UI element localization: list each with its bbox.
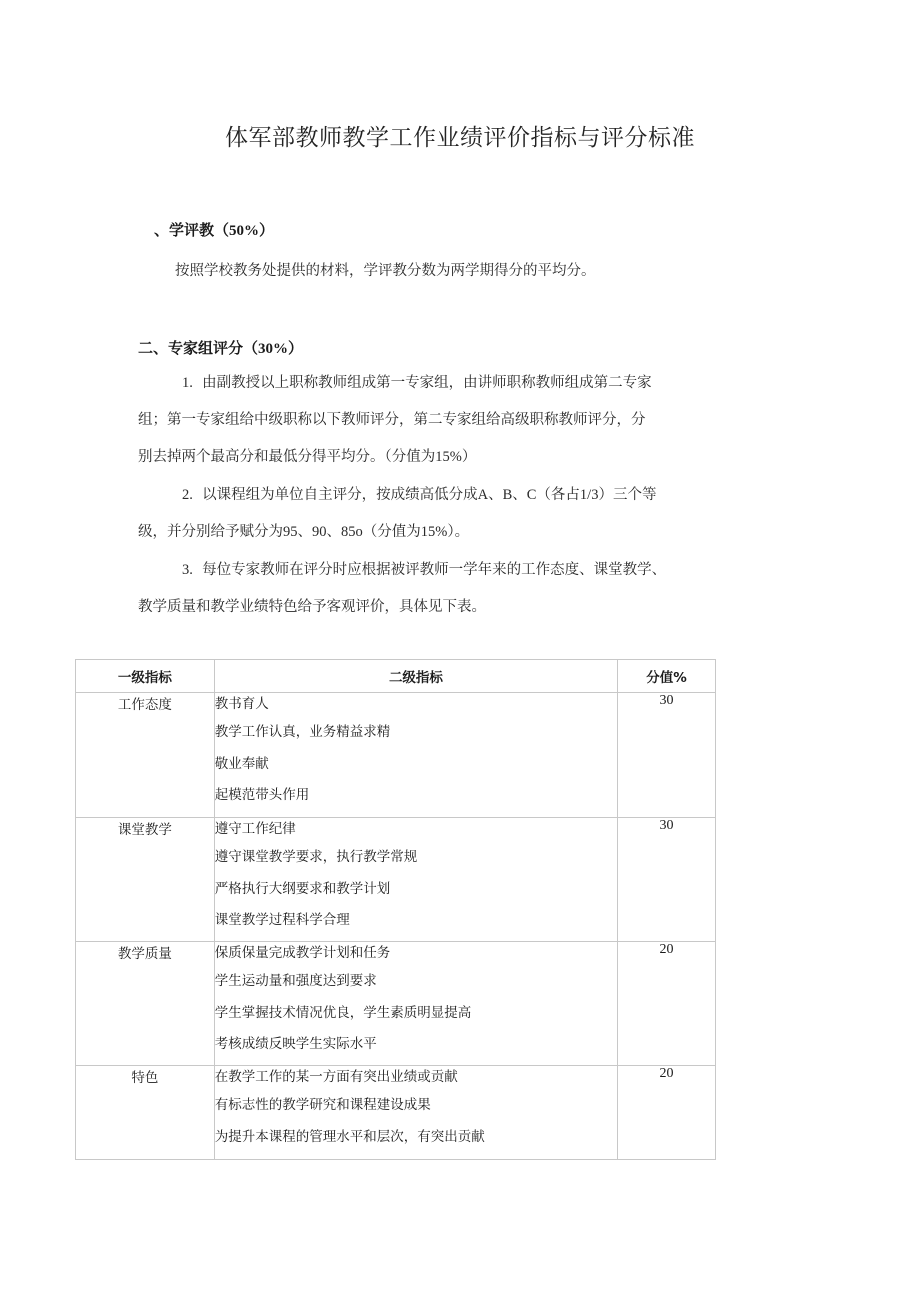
document-title: 体军部教师教学工作业绩评价指标与评分标准	[225, 125, 695, 151]
list-item: 学生掌握技术情况优良，学生素质明显提高	[214, 1004, 472, 1021]
table-row	[76, 1066, 716, 1160]
paragraph-line	[138, 552, 758, 589]
list-item: 起模范带头作用	[214, 787, 310, 803]
value: 15%	[420, 524, 448, 540]
list-item: 考核成绩反映学生实际水平	[214, 1036, 377, 1052]
table-row	[76, 693, 716, 818]
value: 1/3	[579, 487, 599, 503]
list-item: 有标志性的教学研究和课程建设成果	[214, 1097, 431, 1113]
value: 15%	[435, 449, 462, 465]
header-secondary-indicator: 二级指标	[214, 660, 617, 693]
list-item: 为提升本课程的管理水平和层次，有突出贡献	[214, 1128, 485, 1145]
paragraph-line	[138, 477, 748, 514]
list-item: 敬业奉献	[214, 755, 269, 772]
items-cell	[214, 693, 617, 818]
score-cell: 30	[618, 693, 716, 818]
list-item: 遵守工作纪律	[214, 821, 296, 837]
list-item: 保质保量完成教学计划和任务	[214, 945, 391, 961]
list-item: 在教学工作的某一方面有突出业绩或贡献	[214, 1069, 458, 1085]
list-item: 课堂教学过程科学合理	[214, 912, 350, 928]
text: 由副教授以上职称教师组成第一专家组，由讲师职称教师组成第二专家	[202, 375, 652, 391]
category-cell: 教学质量	[76, 942, 215, 1066]
items-cell	[214, 942, 617, 1066]
table-header-row	[76, 660, 716, 693]
section-heading-prefix: 二、专家组评分（	[138, 339, 259, 357]
list-item: 遵守课堂教学要求，执行教学常规	[214, 849, 418, 865]
text: 以课程组为单位自主评分，按成绩高低分成	[202, 487, 478, 503]
section-heading-suffix: ）	[288, 339, 304, 357]
paragraph-line	[138, 365, 748, 402]
score-cell: 20	[618, 1066, 716, 1160]
category-cell: 工作态度	[76, 693, 215, 818]
header-score: 分值%	[618, 660, 716, 693]
text: 别去掉两个最高分和最低分得平均分。（分值为	[138, 449, 436, 465]
section-heading-expert-panel	[138, 337, 303, 358]
paragraph-2	[138, 477, 748, 551]
section-heading-prefix: 、学评教（	[154, 221, 230, 239]
score-cell: 20	[618, 942, 716, 1066]
item-number: 3.	[182, 562, 193, 578]
items-cell	[214, 1066, 617, 1160]
header-primary-indicator: 一级指标	[76, 660, 215, 693]
category-cell: 课堂教学	[76, 818, 215, 942]
list-item: 教书育人	[214, 696, 269, 712]
section-weight: 30%	[258, 341, 289, 357]
item-number: 1.	[182, 375, 193, 391]
section-heading-suffix: ）	[259, 221, 275, 239]
text: （各占	[536, 487, 580, 503]
text: （分值为	[362, 524, 421, 540]
list-item: 教学工作认真，业务精益求精	[214, 724, 391, 740]
text: 级，并分别给予赋分为	[138, 524, 283, 540]
section-weight: 50%	[229, 223, 260, 239]
list-item: 严格执行大纲要求和教学计划	[214, 880, 391, 897]
text: ）三个等	[598, 487, 657, 503]
evaluation-table	[75, 659, 716, 1160]
paragraph-line: 教学质量和教学业绩特色给予客观评价，具体见下表。	[138, 599, 486, 615]
paragraph-1	[138, 365, 748, 476]
paragraph-line	[138, 439, 748, 476]
category-cell: 特色	[76, 1066, 215, 1160]
item-number: 2.	[182, 487, 193, 503]
value: A、B、C	[477, 487, 537, 503]
items-cell	[214, 818, 617, 942]
section-heading-student-evaluation	[154, 219, 274, 240]
table-row	[76, 818, 716, 942]
text: ）。	[447, 524, 470, 540]
text: ）	[461, 449, 477, 465]
table-row	[76, 942, 716, 1066]
score-cell: 30	[618, 818, 716, 942]
section-body-student-evaluation: 按照学校教务处提供的材料，学评教分数为两学期得分的平均分。	[175, 263, 596, 279]
list-item: 学生运动量和强度达到要求	[214, 973, 377, 989]
paragraph-3	[138, 552, 758, 626]
paragraph-line	[138, 514, 748, 551]
paragraph-line: 组；第一专家组给中级职称以下教师评分，第二专家组给高级职称教师评分，分	[138, 412, 646, 428]
value: 95、90、85o	[283, 524, 363, 540]
text: 每位专家教师在评分时应根据被评教师一学年来的工作态度、课堂教学、	[202, 562, 667, 578]
